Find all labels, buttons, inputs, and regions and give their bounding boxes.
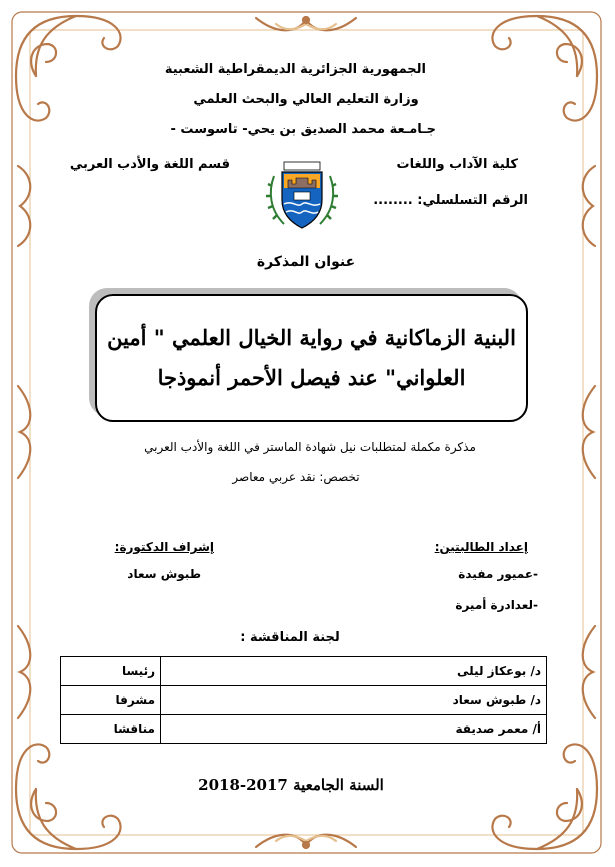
supervisor-name: طبوش سعاد <box>127 567 201 581</box>
faculty-label: كلية الآداب واللغات <box>396 157 518 172</box>
committee-table <box>60 656 547 744</box>
emblem-shield-icon <box>282 172 322 228</box>
department-label: قسم اللغة والأدب العربي <box>69 157 230 172</box>
table-row <box>61 715 547 744</box>
republic-line: الجمهورية الجزائرية الديمقراطية الشعبية <box>164 62 426 77</box>
serial-number: الرقم التسلسلي: ........ <box>373 193 528 208</box>
academic-year: السنة الجامعية 2017-2018 <box>198 776 384 794</box>
committee-member-role: مناقشا <box>61 715 161 744</box>
table-row <box>61 657 547 686</box>
committee-member-name: أ/ معمر صديقة <box>161 715 547 744</box>
emblem-crest-icon <box>284 162 320 170</box>
committee-member-name: د/ بوعكاز ليلى <box>161 657 547 686</box>
committee-label: لجنة المناقشة : <box>240 630 340 645</box>
committee-member-name: د/ طبوش سعاد <box>161 686 547 715</box>
specialty: تخصص: نقد عربي معاصر <box>232 470 360 484</box>
supervisor-label: إشراف الدكتورة: <box>114 540 214 554</box>
university-emblem <box>264 158 340 234</box>
ministry-line: وزارة التعليم العالي والبحث العلمي <box>193 92 419 107</box>
degree-note: مذكرة مكملة لمتطلبات نيل شهادة الماستر في اللغة والأدب العربي <box>144 440 476 454</box>
committee-member-role: رئيسا <box>61 657 161 686</box>
student-name-1: -عميور مفيدة <box>458 567 538 581</box>
memo-title-label: عنوان المذكرة <box>256 254 356 270</box>
university-line: جـامـعة محمد الصديق بن يحي- تاسوست - <box>170 122 436 137</box>
committee-member-role: مشرفا <box>61 686 161 715</box>
memo-title-line-1: البنية الزماكانية في رواية الخيال العلمي " أمين <box>107 325 516 350</box>
student-name-2: -لعدادرة أميرة <box>455 598 538 612</box>
memo-title-box <box>95 294 528 422</box>
students-label: إعداد الطالبتين: <box>434 540 528 554</box>
memo-title-line-2: العلواني" عند فيصل الأحمر أنموذجا <box>157 365 466 390</box>
table-row <box>61 686 547 715</box>
